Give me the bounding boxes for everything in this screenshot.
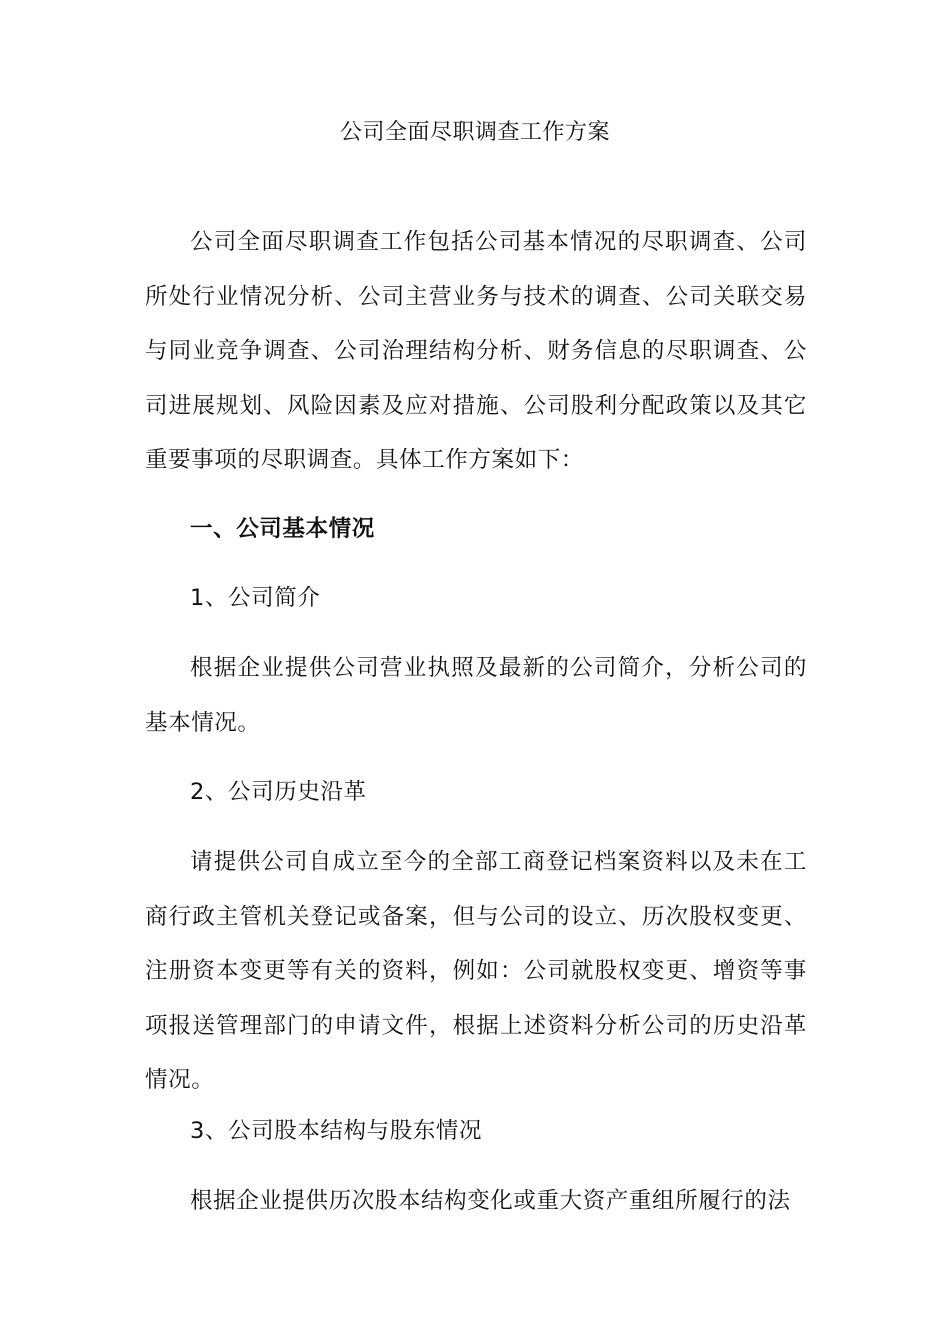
section-heading: 一、公司基本情况 <box>190 516 375 542</box>
intro-paragraph: 公司全面尽职调查工作包括公司基本情况的尽职调查、公司所处行业情况分析、公司主营业务与技术的调查、公司关联交易与同业竞争调查、公司治理结构分析、财务信息的尽职调查、公司进展规划、风险因素及应对措施、公司股利分配政策以及其它重要事项的尽职调查。具体工作方案如下： <box>145 229 807 473</box>
document-title: 公司全面尽职调查工作方案 <box>339 120 610 145</box>
item-heading-company-profile: 1、公司简介 <box>190 585 321 611</box>
company-history-paragraph: 请提供公司自成立至今的全部工商登记档案资料以及未在工商行政主管机关登记或备案，但与公司的设立、历次股权变更、注册资本变更等有关的资料，例如：公司就股权变更、增资等事项报送管理部门的申请文件，根据上述资料分析公司的历史沿革情况。 <box>145 849 807 1093</box>
item-heading-equity-structure: 3、公司股本结构与股东情况 <box>190 1118 483 1144</box>
company-profile-paragraph: 根据企业提供公司营业执照及最新的公司简介，分析公司的基本情况。 <box>145 655 807 736</box>
equity-structure-paragraph: 根据企业提供历次股本结构变化或重大资产重组所履行的法 <box>190 1188 791 1214</box>
item-heading-company-history: 2、公司历史沿革 <box>190 779 367 805</box>
